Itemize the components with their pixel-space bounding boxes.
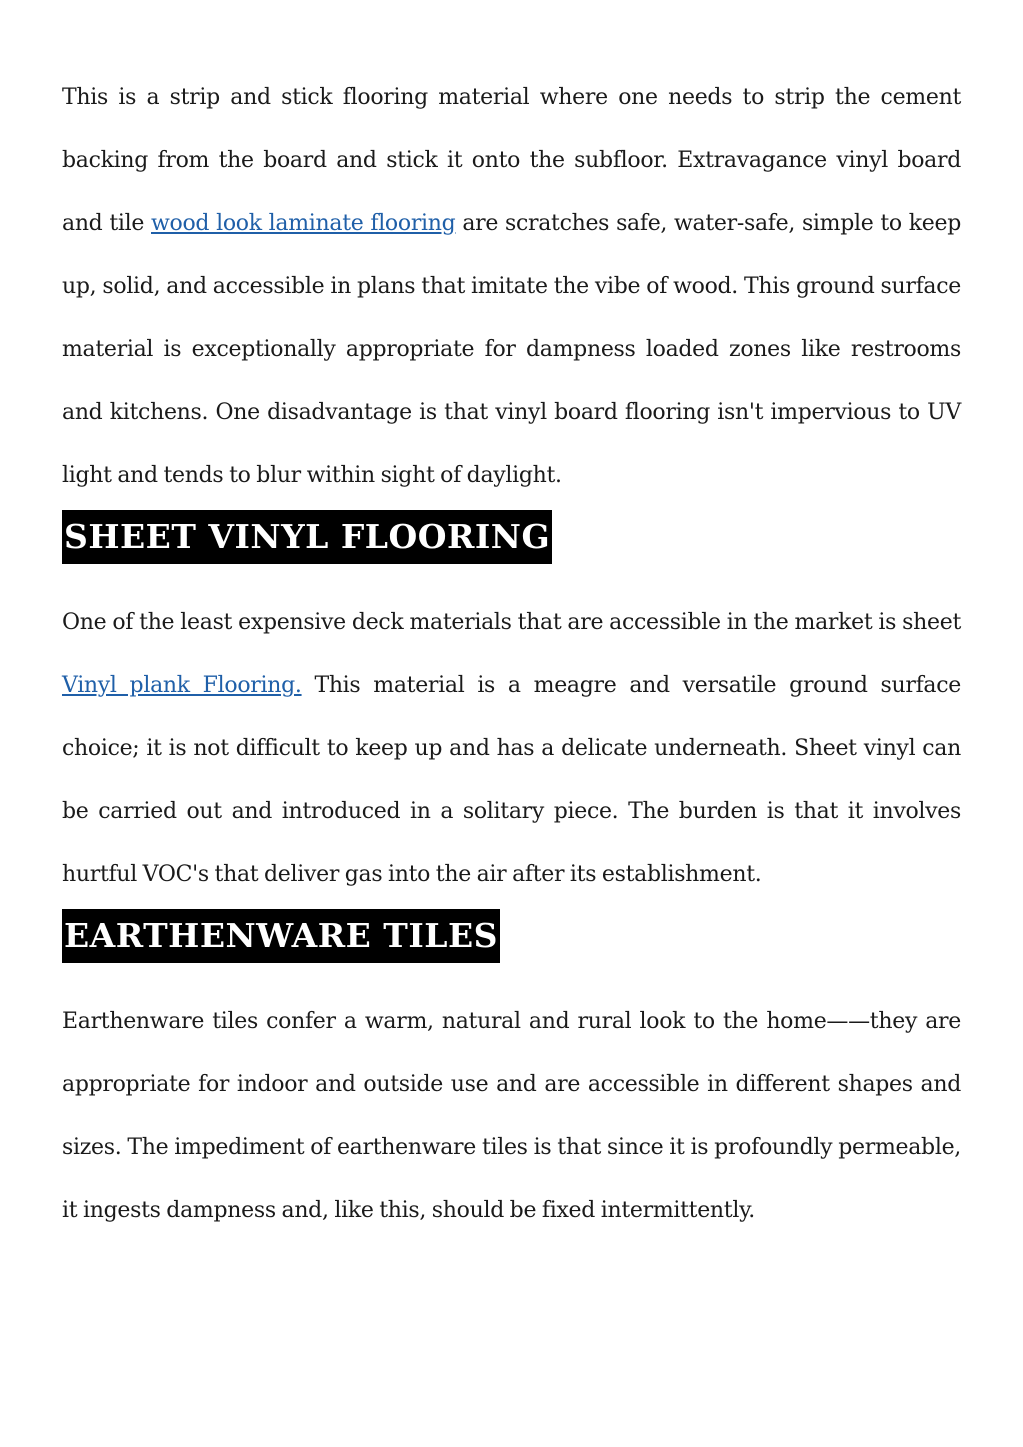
paragraph-2-text-end: This material is a meagre and versatile ground surface choice; it is not difficult to keep up and has a delicate underneath. Sheet vinyl can be carried out and introduced in a solitary piece. The burden is that it involves hurtful VOC's that deliver gas into the air after its establishment. bbox=[62, 673, 961, 887]
paragraph-earthenware: Earthenware tiles confer a warm, natural and rural look to the home——they are appropriate for indoor and outside use and are accessible in different shapes and sizes. The impediment of earthenware tiles is that since it is profoundly permeable, it ingests dampness and, like this, should be fixed intermittently. bbox=[62, 1009, 961, 1223]
paragraph-1-text-start: This is a strip and stick flooring material where one needs to strip the cement backing from the board and stick it onto the subfloor. Extravagance vinyl board and tile bbox=[62, 85, 961, 236]
heading-sheet-vinyl-flooring: SHEET VINYL FLOORING bbox=[62, 510, 552, 564]
paragraph-strip-and-stick bbox=[62, 66, 961, 507]
vinyl-plank-flooring-link[interactable]: Vinyl plank Flooring. bbox=[62, 673, 302, 698]
heading-earthenware-tiles: EARTHENWARE TILES bbox=[62, 909, 500, 963]
paragraph-1-text-end: are scratches safe, water-safe, simple to keep up, solid, and accessible in plans that imitate the vibe of wood. This ground surface material is exceptionally appropriate for dampness loaded zones like restrooms and kitchens. One disadvantage is that vinyl board flooring isn't impervious to UV light and tends to blur within sight of daylight. bbox=[62, 211, 962, 488]
document-content bbox=[62, 66, 961, 1242]
paragraph-sheet-vinyl bbox=[62, 591, 961, 906]
heading-sheet-vinyl-container bbox=[62, 509, 961, 565]
paragraph-2-text-start: One of the least expensive deck materials that are accessible in the market is sheet bbox=[62, 610, 961, 635]
heading-earthenware-container bbox=[62, 908, 961, 964]
wood-look-laminate-flooring-link[interactable]: wood look laminate flooring bbox=[151, 211, 456, 236]
